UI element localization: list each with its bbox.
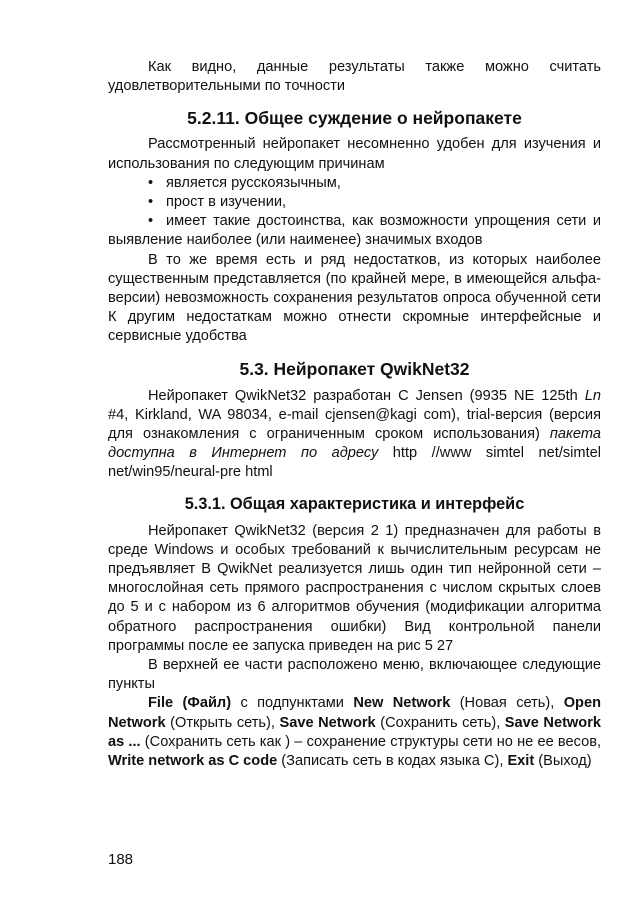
page-content <box>108 58 601 771</box>
menu-text-6: (Записать сеть в кодах языка С), <box>277 753 508 770</box>
list-item <box>108 193 601 212</box>
page-number: 188 <box>108 851 134 868</box>
section-5-3-1-paragraph-1: Нейропакет QwikNet32 (версия 2 1) предназначен для работы в среде Windows и особых требований к вычислительным ресурсам не предъявляет В QwikNet реализуется лишь один тип нейронной сети – многослойная сеть прямого распространения с числом скрытых слоев до 5 и с набором из 6 алгоритмов обучения (модификации алгоритма обратного распространения ошибки) Вид контрольной панели программы после ее запуска приведен на рис 5 27 <box>108 522 601 654</box>
section-5-3-text-d: пакета доступна в Интернет по адресу <box>108 426 601 462</box>
menu-text-7: (Выход) <box>534 753 592 770</box>
section-5-3-text-e: http //www simtel net/simtel net/win95/neural-pre html <box>108 445 601 481</box>
menu-text-2: (Новая сеть), <box>450 695 564 712</box>
menu-term-write-network: Write network as C code <box>108 753 278 770</box>
menu-term-new-network: New Network <box>353 695 451 712</box>
menu-term-file: File (Файл) <box>148 695 232 712</box>
list-item-text: прост в изучении, <box>166 194 287 211</box>
menu-text-3: (Открыть сеть), <box>165 714 280 731</box>
menu-description-paragraph <box>108 694 601 771</box>
menu-term-save-network: Save Network <box>279 714 376 731</box>
section-heading-5-2-11: 5.2.11. Общее суждение о нейропакете <box>187 108 522 129</box>
section-5-3-text-c: #4, Kirkland, WA 98034, e-mail cjensen@kagi com), trial-версия (версия для ознакомления с ограниченным сроком использования) <box>108 406 601 443</box>
section-5-2-11-paragraph: В то же время есть и ряд недостатков, из которых наиболее существенным представляется (по крайней мере, в имеющейся альфа-версии) невозможность сохранения результатов опроса обученной сети К другим недостаткам можно отнести скромные интерфейсные и сервисные удобства <box>108 251 601 345</box>
section-5-3-text-b: Ln <box>584 387 601 404</box>
intro-paragraph: Как видно, данные результаты также можно считать удовлетворительными по точности <box>108 59 601 95</box>
menu-term-exit: Exit <box>507 753 535 770</box>
section-heading-5-3-1: 5.3.1. Общая характеристика и интерфейс <box>184 494 525 513</box>
bullet-icon: • <box>148 174 154 191</box>
advantages-list <box>108 174 601 251</box>
menu-term-open-network: Open Network <box>108 695 601 731</box>
section-heading-5-3: 5.3. Нейропакет QwikNet32 <box>239 358 470 379</box>
menu-text-5: (Сохранить сеть как ) – сохранение структуры сети но не ее весов, <box>140 733 602 750</box>
menu-text-4: (Сохранить сеть), <box>375 714 505 731</box>
section-5-3-text-a: Нейропакет QwikNet32 разработан С Jensen (9935 NE 125th <box>148 387 578 404</box>
section-5-3-paragraph <box>108 387 601 483</box>
menu-term-save-network-as: Save Network as ... <box>108 714 601 750</box>
list-item-text: имеет такие достоинства, как возможности упрощения сети и выявление наиболее (или наименее) значимых входов <box>108 213 601 249</box>
bullet-icon: • <box>148 194 154 211</box>
list-item-text: является русскоязычным, <box>166 174 341 191</box>
section-5-2-11-lead: Рассмотренный нейропакет несомненно удобен для изучения и использования по следующим причинам <box>108 136 601 172</box>
section-5-3-1-paragraph-2: В верхней ее части расположено меню, включающее следующие пункты <box>108 657 601 693</box>
menu-text-1: с подпунктами <box>231 695 354 712</box>
bullet-icon: • <box>148 213 154 230</box>
list-item <box>108 212 601 250</box>
list-item <box>108 174 601 193</box>
